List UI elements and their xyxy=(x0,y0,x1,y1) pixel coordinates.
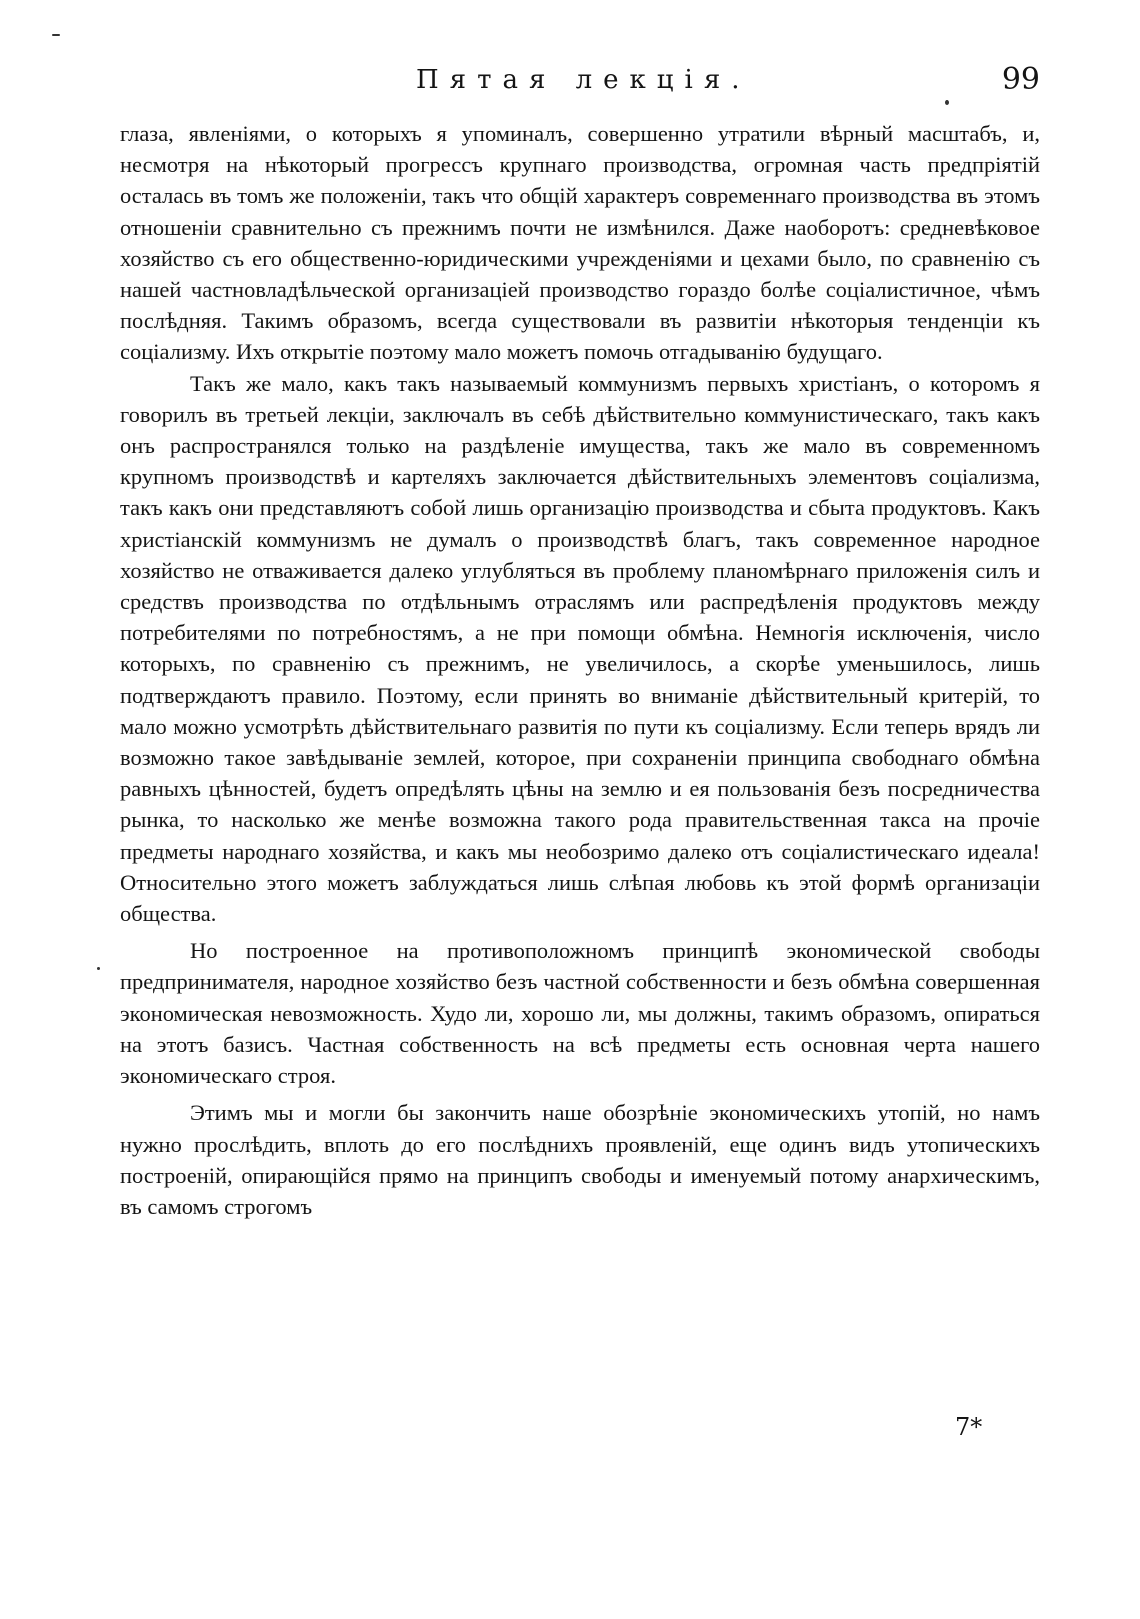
body-text xyxy=(120,118,1040,1222)
paragraph-anarchic-utopias: Этимъ мы и могли бы закончить наше обозрѣніе экономическихъ утопій, но намъ нужно прослѣдить, вплоть до его послѣднихъ проявленій, еще одинъ видъ утопическихъ построеній, опирающійся прямо на принципъ свободы и именуемый потому анархическимъ, въ самомъ строгомъ xyxy=(120,1100,1040,1219)
page-number: 99 xyxy=(1001,62,1040,97)
paragraph-christian-communism: Такъ же мало, какъ такъ называемый коммунизмъ первыхъ христіанъ, о которомъ я говорилъ въ третьей лекціи, заключалъ въ себѣ дѣйствительно коммунистическаго, такъ какъ онъ распространялся только на раздѣленіе имущества, такъ же мало въ современномъ крупномъ производствѣ и картеляхъ заключается дѣйствительныхъ элементовъ соціализма, такъ какъ они представляютъ собой лишь организацію производства и сбыта продуктовъ. Какъ христіанскій коммунизмъ не думалъ о производствѣ благъ, такъ современное народное хозяйство не отваживается далеко углубляться въ проблему планомѣрнаго приложенія силъ и средствъ производства по отдѣльнымъ отраслямъ или распредѣленія продуктовъ между потребителями по потребностямъ, а не при помощи обмѣна. Немногія исключенія, число которыхъ, по сравненію съ прежнимъ, не увеличилось, а скорѣе уменьшилось, лишь подтверждаютъ правило. Поэтому, если принять во вниманіе дѣйствительный критерій, то мало можно усмотрѣть дѣйствительнаго развитія по пути къ соціализму. Если теперь врядъ ли возможно такое завѣдываніе землей, которое, при сохраненіи принципа свободнаго обмѣна равныхъ цѣнностей, будетъ опредѣлять цѣны на землю и ея пользованія безъ посредничества рынка, то насколько же менѣе возможна такого рода правительственная такса на прочіе предметы народнаго хозяйства, и какъ мы необозримо далеко отъ соціалистическаго идеала! Относительно этого можетъ заблуждаться лишь слѣпая любовь къ этой формѣ организаціи общества. xyxy=(120,370,1040,927)
chapter-title: Пятая лекція. xyxy=(416,65,751,95)
printer-signature-mark: 7* xyxy=(955,1413,983,1441)
ink-speck xyxy=(945,100,949,105)
ink-speck xyxy=(97,967,100,970)
running-head xyxy=(120,62,1040,102)
paragraph-continuation: глаза, явленіями, о которыхъ я упоминалъ, совершенно утратили вѣрный масштабъ, и, несмотря на нѣкоторый прогрессъ крупнаго производства, огромная часть предпріятій осталась въ томъ же положеніи, такъ что общій характеръ современнаго производства въ этомъ отношеніи сравнительно съ прежнимъ почти не измѣнился. Даже наоборотъ: средневѣковое хозяйство съ его общественно-юридическими учрежденіями и цехами было, по сравненію съ нашей частновладѣльческой организаціей производство гораздо болѣе соціалистичное, чѣмъ послѣдняя. Такимъ образомъ, всегда существовали въ развитіи нѣкоторыя тенденціи къ соціализму. Ихъ открытіе поэтому мало можетъ помочь отгадыванію будущаго. xyxy=(120,121,1040,365)
paragraph-economic-freedom: Но построенное на противоположномъ принципѣ экономической свободы предпринимателя, народное хозяйство безъ частной собственности и безъ обмѣна совершенная экономическая невозможность. Худо ли, хорошо ли, мы должны, такимъ образомъ, опираться на этотъ базисъ. Частная собственность на всѣ предметы есть основная черта нашего экономическаго строя. xyxy=(120,938,1040,1089)
ink-speck xyxy=(52,34,60,36)
